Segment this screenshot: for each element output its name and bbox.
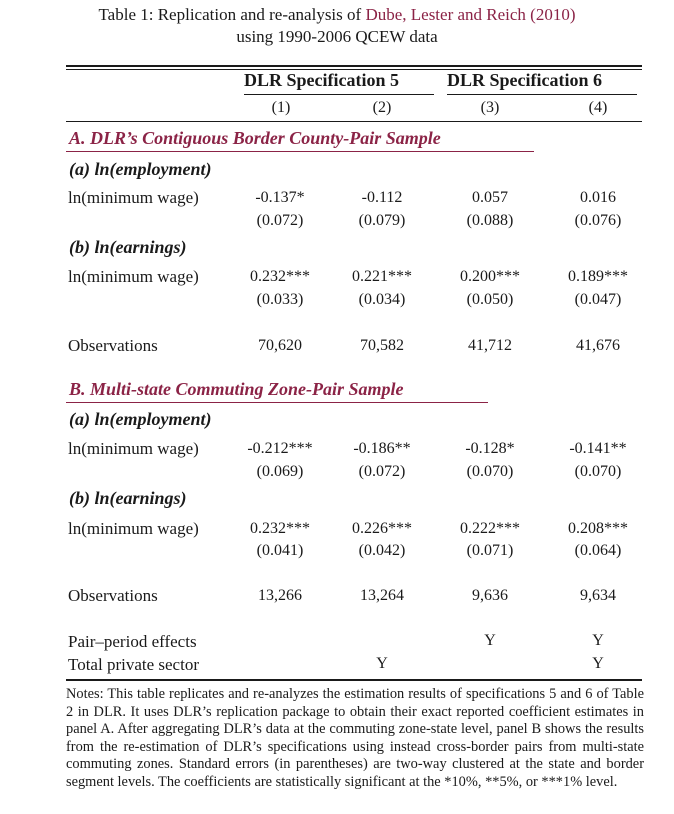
panel-b-earnings-row-label: ln(minimum wage) bbox=[68, 519, 199, 538]
panel-a-emp-se-1: (0.072) bbox=[256, 212, 304, 229]
pair-period-effects-label: Pair–period effects bbox=[68, 632, 197, 651]
column-2-header: (2) bbox=[372, 99, 392, 116]
panel-b-obs-2: 13,264 bbox=[360, 587, 404, 604]
spec5-header: DLR Specification 5 bbox=[244, 70, 399, 90]
panel-a-earn-coef-4: 0.189*** bbox=[568, 268, 628, 285]
panel-a-obs-4: 41,676 bbox=[576, 337, 620, 354]
spec6-header: DLR Specification 6 bbox=[447, 70, 602, 90]
panel-b-earn-coef-3: 0.222*** bbox=[460, 520, 520, 537]
top-rule bbox=[66, 65, 642, 67]
panel-b-earn-coef-2: 0.226*** bbox=[352, 520, 412, 537]
panel-a-emp-coef-1: -0.137* bbox=[255, 189, 305, 206]
panel-b-earn-se-3: (0.071) bbox=[466, 542, 514, 559]
caption-prefix: Table 1: Replication and re-analysis of bbox=[98, 5, 366, 24]
panel-a-employment-label: (a) ln(employment) bbox=[69, 159, 212, 179]
panel-b-obs-4: 9,634 bbox=[580, 587, 616, 604]
panel-b-emp-se-1: (0.069) bbox=[256, 463, 304, 480]
panel-a-employment-row-label: ln(minimum wage) bbox=[68, 188, 199, 207]
table-caption bbox=[0, 4, 674, 48]
panel-b-emp-coef-3: -0.128* bbox=[465, 440, 515, 457]
panel-b-earn-se-2: (0.042) bbox=[358, 542, 406, 559]
panel-a-earnings-row-label: ln(minimum wage) bbox=[68, 267, 199, 286]
panel-a-earn-coef-2: 0.221*** bbox=[352, 268, 412, 285]
panel-a-earn-coef-1: 0.232*** bbox=[250, 268, 310, 285]
panel-b-earn-se-4: (0.064) bbox=[574, 542, 622, 559]
panel-a-observations-label: Observations bbox=[68, 336, 158, 355]
panel-b-emp-coef-1: -0.212*** bbox=[247, 440, 313, 457]
panel-a-earn-coef-3: 0.200*** bbox=[460, 268, 520, 285]
pair-period-effects-col-4: Y bbox=[592, 632, 604, 649]
panel-a-earn-se-3: (0.050) bbox=[466, 291, 514, 308]
panel-b-earnings-label: (b) ln(earnings) bbox=[69, 488, 187, 508]
panel-b-obs-3: 9,636 bbox=[472, 587, 508, 604]
panel-b-obs-1: 13,266 bbox=[258, 587, 302, 604]
total-private-sector-col-2: Y bbox=[376, 655, 388, 672]
panel-b-emp-coef-2: -0.186** bbox=[353, 440, 411, 457]
panel-b-observations-label: Observations bbox=[68, 586, 158, 605]
panel-b-emp-se-4: (0.070) bbox=[574, 463, 622, 480]
column-1-header: (1) bbox=[271, 99, 291, 116]
panel-a-emp-coef-3: 0.057 bbox=[472, 189, 508, 206]
panel-a-emp-se-4: (0.076) bbox=[574, 212, 622, 229]
panel-a-emp-se-3: (0.088) bbox=[466, 212, 514, 229]
panel-a-underline bbox=[66, 151, 534, 152]
total-private-sector-label: Total private sector bbox=[68, 655, 199, 674]
panel-b-underline bbox=[66, 402, 488, 403]
pair-period-effects-col-3: Y bbox=[484, 632, 496, 649]
panel-b-earn-coef-4: 0.208*** bbox=[568, 520, 628, 537]
panel-b-employment-row-label: ln(minimum wage) bbox=[68, 439, 199, 458]
total-private-sector-col-4: Y bbox=[592, 655, 604, 672]
panel-a-obs-3: 41,712 bbox=[468, 337, 512, 354]
panel-b-title: B. Multi-state Commuting Zone-Pair Sample bbox=[69, 379, 404, 399]
spec5-underline bbox=[244, 94, 434, 95]
spec6-underline bbox=[447, 94, 637, 95]
panel-a-emp-coef-2: -0.112 bbox=[361, 189, 403, 206]
panel-a-earnings-label: (b) ln(earnings) bbox=[69, 237, 187, 257]
panel-a-obs-1: 70,620 bbox=[258, 337, 302, 354]
panel-b-earn-coef-1: 0.232*** bbox=[250, 520, 310, 537]
panel-b-employment-label: (a) ln(employment) bbox=[69, 409, 212, 429]
panel-b-emp-coef-4: -0.141** bbox=[569, 440, 627, 457]
table-notes: Notes: This table replicates and re-analyzes the estimation results of specifications 5 and 6 of Table 2 in DLR. It uses DLR’s replication package to obtain their exact reported coefficient estimates in panel A. After aggregating DLR’s data at the commuting zone-state level, panel B shows the results from the re-estimation of DLR’s specifications using instead cross-border pairs from multi-state commuting zones. Standard errors (in parentheses) are two-way clustered at the state and border segment levels. The coefficients are statistically significant at the *10%, **5%, or ***1% level. bbox=[66, 686, 644, 790]
panel-b-earn-se-1: (0.041) bbox=[256, 542, 304, 559]
column-3-header: (3) bbox=[480, 99, 500, 116]
panel-b-emp-se-3: (0.070) bbox=[466, 463, 514, 480]
panel-a-earn-se-4: (0.047) bbox=[574, 291, 622, 308]
panel-a-earn-se-1: (0.033) bbox=[256, 291, 304, 308]
panel-a-earn-se-2: (0.034) bbox=[358, 291, 406, 308]
citation-link[interactable]: Dube, Lester and Reich (2010) bbox=[365, 5, 576, 24]
header-rule bbox=[66, 121, 642, 122]
panel-a-title: A. DLR’s Contiguous Border County-Pair Sample bbox=[69, 128, 441, 148]
panel-b-emp-se-2: (0.072) bbox=[358, 463, 406, 480]
panel-a-emp-se-2: (0.079) bbox=[358, 212, 406, 229]
panel-a-obs-2: 70,582 bbox=[360, 337, 404, 354]
column-4-header: (4) bbox=[588, 99, 608, 116]
panel-a-emp-coef-4: 0.016 bbox=[580, 189, 616, 206]
bottom-rule bbox=[66, 679, 642, 681]
caption-line2: using 1990-2006 QCEW data bbox=[236, 27, 438, 46]
